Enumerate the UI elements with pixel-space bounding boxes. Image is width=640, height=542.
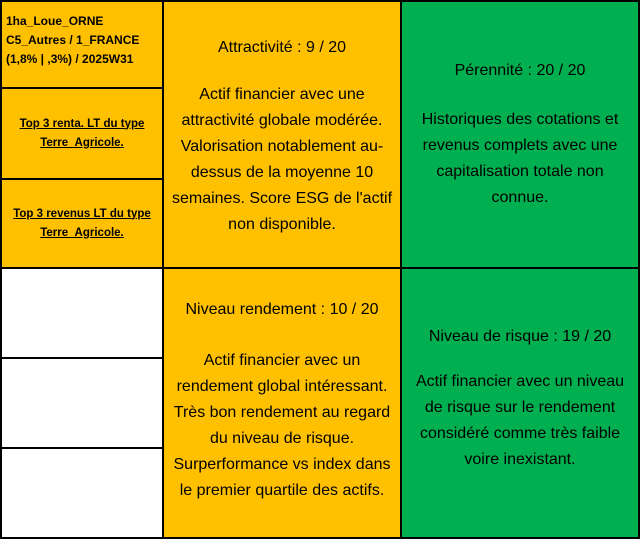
risque-title: Niveau de risque : 19 / 20 <box>428 328 612 345</box>
top-renta-link[interactable]: Top 3 renta. LT du type Terre_Agricole. <box>19 117 145 149</box>
asset-stats: (1,8% | ,3%) / 2025W31 <box>6 52 134 66</box>
attractivite-text: Actif financier avec une attractivité globale modérée. Valorisation notablement au-dessus de la moyenne 10 semaines. Score ESG de l'actif non disponible. <box>171 86 393 233</box>
top-revenus-cell <box>0 180 164 269</box>
asset-info-cell <box>0 0 164 89</box>
empty-cell <box>0 449 164 539</box>
asset-name: 1ha_Loue_ORNE <box>6 14 104 28</box>
asset-category: C5_Autres / 1_FRANCE <box>6 33 140 47</box>
perennite-text: Historiques des cotations et revenus complets avec une capitalisation totale non connue. <box>421 111 619 206</box>
top-renta-cell <box>0 89 164 180</box>
perennite-panel <box>402 0 640 269</box>
empty-cell <box>0 359 164 449</box>
risque-text: Actif financier avec un niveau de risque sur le rendement considéré comme très faible voire inexistant. <box>415 373 625 468</box>
perennite-title: Pérennité : 20 / 20 <box>454 62 586 79</box>
risque-panel <box>402 269 640 539</box>
rendement-title: Niveau rendement : 10 / 20 <box>185 301 379 318</box>
attractivite-title: Attractivité : 9 / 20 <box>217 39 347 56</box>
top-revenus-link[interactable]: Top 3 revenus LT du type Terre_Agricole. <box>13 207 151 239</box>
rendement-panel <box>164 269 402 539</box>
empty-cell <box>0 269 164 359</box>
rendement-text: Actif financier avec un rendement global intéressant. Très bon rendement au regard du niveau de risque. Surperformance vs index dans le premier quartile des actifs. <box>173 352 391 499</box>
attractivite-panel <box>164 0 402 269</box>
